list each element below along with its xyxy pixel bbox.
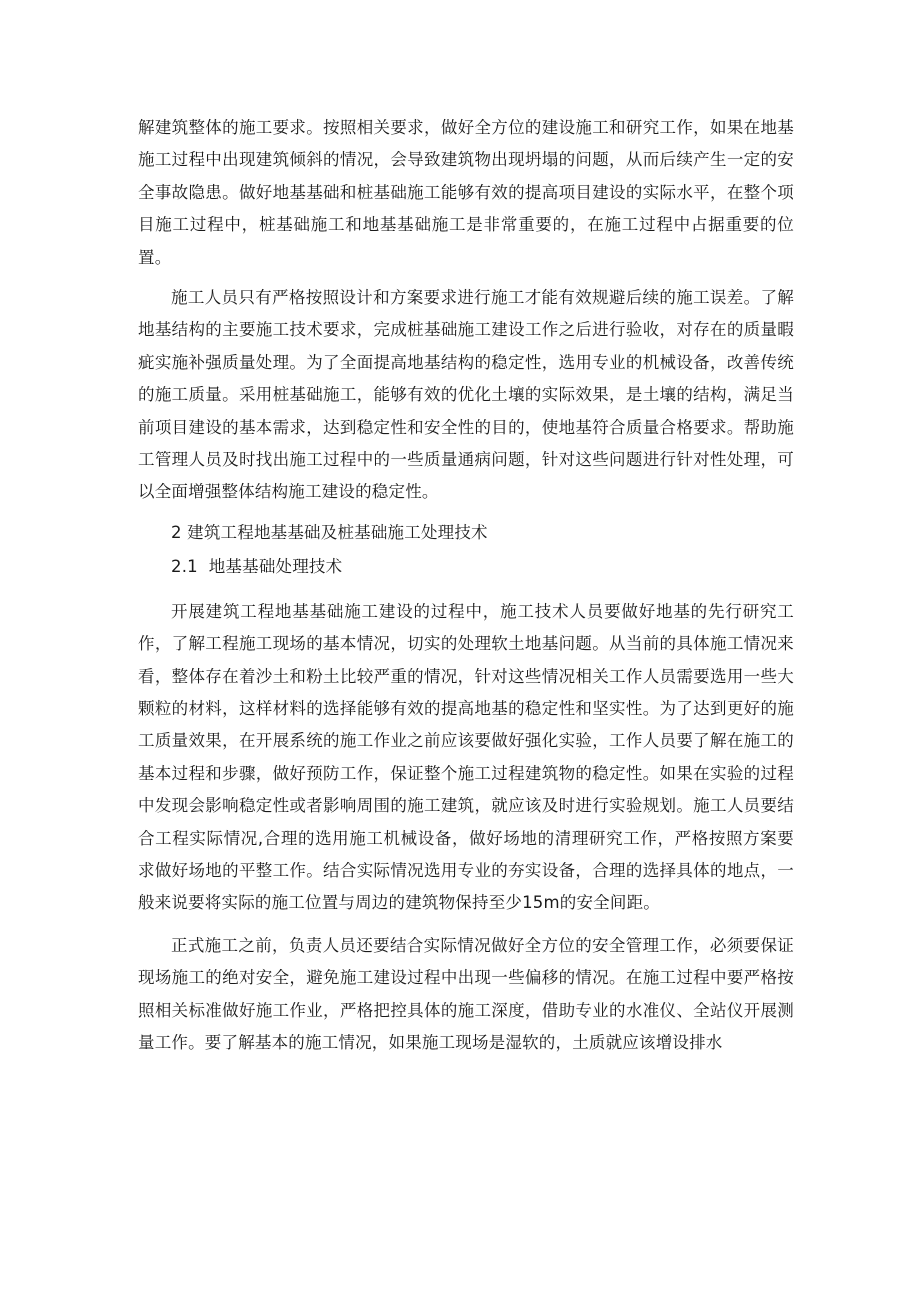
paragraph-4: 正式施工之前，负责人员还要结合实际情况做好全方位的安全管理工作，必须要保证现场施工的绝对安全，避免施工建设过程中出现一些偏移的情况。在施工过程中要严格按照相关标准做好施工作业，严格把控具体的施工深度，借助专业的水准仪、全站仪开展测量工作。要了解基本的施工情况，如果施工现场是湿软的，土质就应该增设排水: [138, 935, 794, 1052]
paragraph-2: 施工人员只有严格按照设计和方案要求进行施工才能有效规避后续的施工误差。了解地基结构的主要施工技术要求，完成桩基础施工建设工作之后进行验收，对存在的质量暇疵实施补强质量处理。为了全面提高地基结构的稳定性，选用专业的机械设备，改善传统的施工质量。采用桩基础施工，能够有效的优化土壤的实际效果，是土壤的结构，满足当前项目建设的基本需求，达到稳定性和安全性的目的，使地基符合质量合格要求。帮助施工管理人员及时找出施工过程中的一些质量通病问题，针对这些问题进行针对性处理，可以全面增强整体结构施工建设的稳定性。: [138, 288, 794, 502]
section-heading: 2 建筑工程地基基础及桩基础施工处理技术: [171, 522, 488, 542]
paragraph-1: 解建筑整体的施工要求。按照相关要求，做好全方位的建设施工和研究工作，如果在地基施工过程中出现建筑倾斜的情况，会导致建筑物出现坍塌的问题，从而后续产生一定的安全事故隐患。做好地基基础和桩基础施工能够有效的提高项目建设的实际水平，在整个项目施工过程中，桩基础施工和地基基础施工是非常重要的，在施工过程中占据重要的位置。: [138, 118, 794, 267]
paragraph-3: 开展建筑工程地基基础施工建设的过程中，施工技术人员要做好地基的先行研究工作，了解工程施工现场的基本情况，切实的处理软土地基问题。从当前的具体施工情况来看，整体存在着沙土和粉土比较严重的情况，针对这些情况相关工作人员需要选用一些大颗粒的材料，这样材料的选择能够有效的提高地基的稳定性和坚实性。为了达到更好的施工质量效果，在开展系统的施工作业之前应该要做好强化实验，工作人员要了解在施工的基本过程和步骤，做好预防工作，保证整个施工过程建筑物的稳定性。如果在实验的过程中发现会影响稳定性或者影响周围的施工建筑，就应该及时进行实验规划。施工人员要结合工程实际情况,合理的选用施工机械设备，做好场地的清理研究工作，严格按照方案要求做好场地的平整工作。结合实际情况选用专业的夯实设备，合理的选择具体的地点，一般来说要将实际的施工位置与周边的建筑物保持至少15m的安全间距。: [138, 601, 794, 913]
subsection-heading: 2.1 地基基础处理技术: [171, 557, 343, 577]
document-page: [138, 112, 794, 1059]
